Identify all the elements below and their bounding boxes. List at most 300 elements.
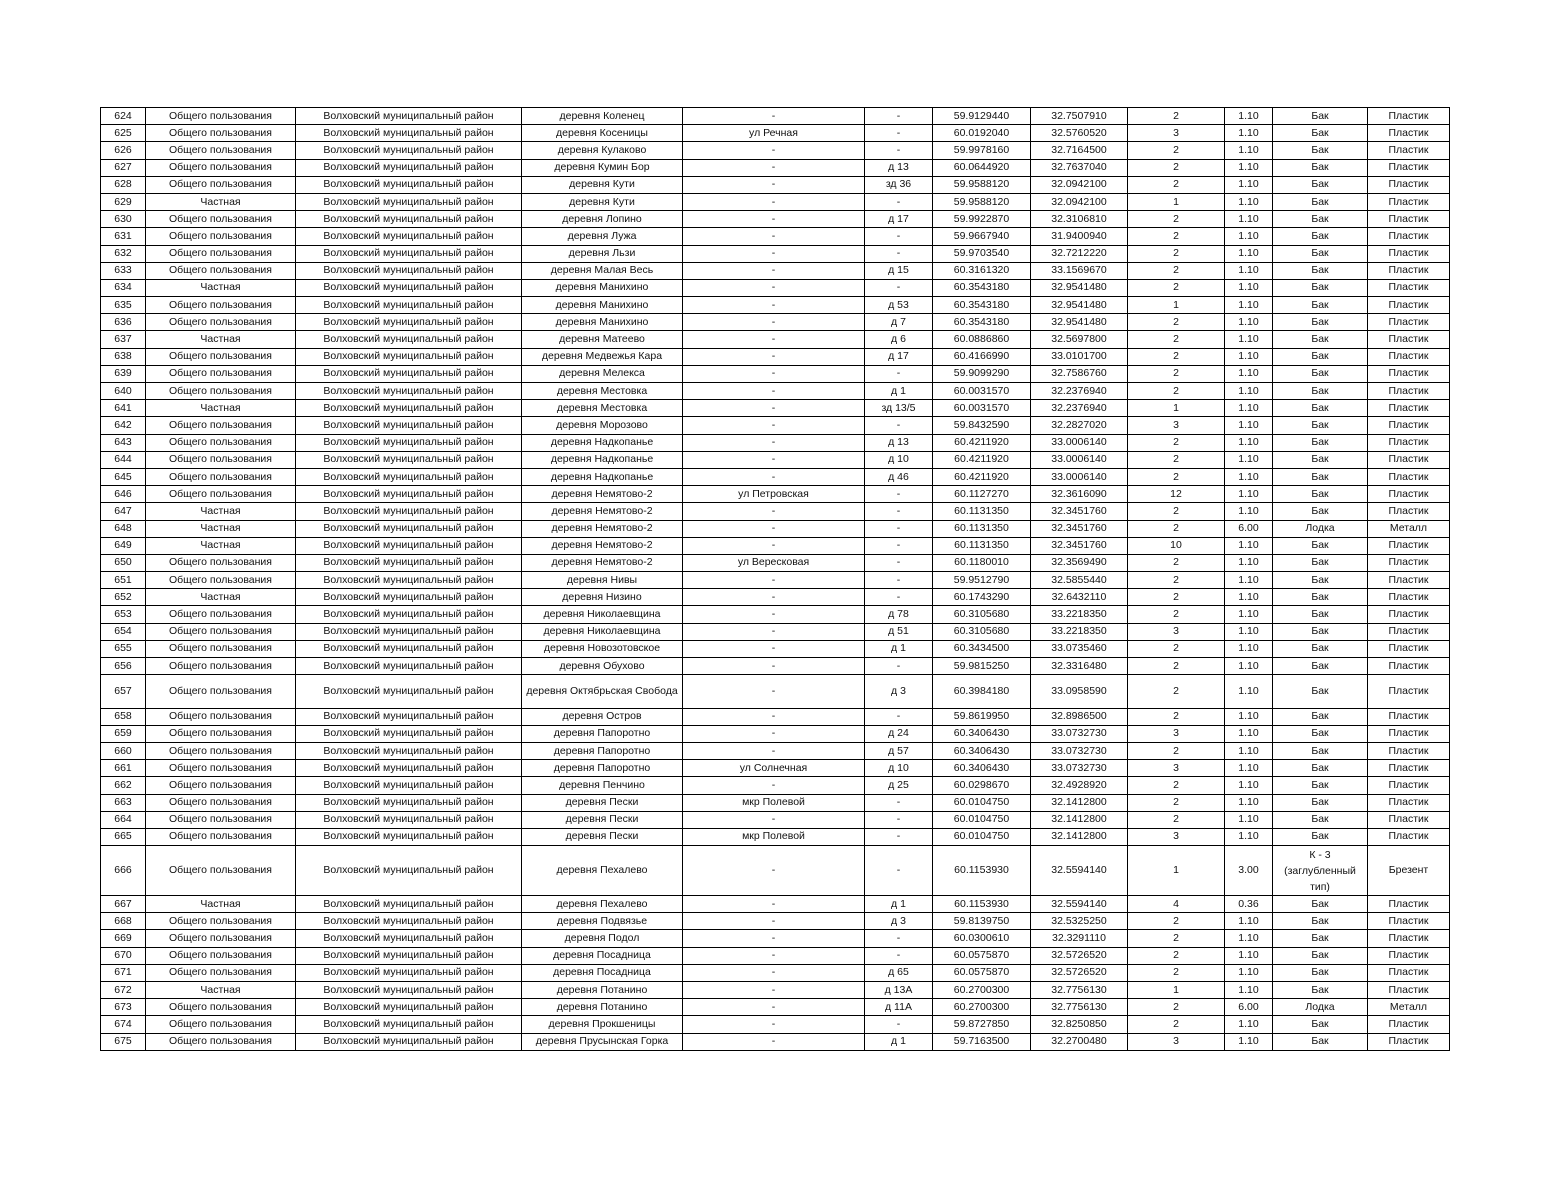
cell-ownership-type: Частная bbox=[146, 589, 296, 606]
cell-street: - bbox=[683, 262, 865, 279]
cell-row-number: 670 bbox=[101, 947, 146, 964]
cell-container-volume: 1.10 bbox=[1225, 331, 1273, 348]
cell-house: д 24 bbox=[865, 725, 933, 742]
cell-container-volume: 1.10 bbox=[1225, 930, 1273, 947]
cell-district: Волховский муниципальный район bbox=[296, 451, 522, 468]
cell-house: д 10 bbox=[865, 760, 933, 777]
cell-house: д 6 bbox=[865, 331, 933, 348]
cell-container-volume: 1.10 bbox=[1225, 725, 1273, 742]
cell-house: д 1 bbox=[865, 383, 933, 400]
cell-longitude: 32.3291110 bbox=[1031, 930, 1128, 947]
cell-latitude: 59.8619950 bbox=[933, 708, 1031, 725]
cell-latitude: 60.1127270 bbox=[933, 486, 1031, 503]
cell-house: д 7 bbox=[865, 314, 933, 331]
cell-row-number: 671 bbox=[101, 964, 146, 981]
table-row bbox=[101, 964, 1450, 981]
cell-container-count: 2 bbox=[1128, 742, 1225, 759]
cell-house: - bbox=[865, 417, 933, 434]
cell-settlement: деревня Обухово bbox=[522, 658, 683, 675]
cell-container-count: 2 bbox=[1128, 520, 1225, 537]
cell-container-count: 2 bbox=[1128, 675, 1225, 708]
table-row bbox=[101, 606, 1450, 623]
cell-ownership-type: Общего пользования bbox=[146, 314, 296, 331]
cell-longitude: 32.5325250 bbox=[1031, 913, 1128, 930]
cell-longitude: 33.0006140 bbox=[1031, 468, 1128, 485]
cell-container-count: 3 bbox=[1128, 623, 1225, 640]
cell-container-material: Пластик bbox=[1368, 417, 1450, 434]
cell-container-volume: 1.10 bbox=[1225, 964, 1273, 981]
cell-container-type: Бак bbox=[1273, 554, 1368, 571]
cell-district: Волховский муниципальный район bbox=[296, 331, 522, 348]
cell-latitude: 60.0104750 bbox=[933, 794, 1031, 811]
cell-container-volume: 1.10 bbox=[1225, 623, 1273, 640]
cell-container-volume: 1.10 bbox=[1225, 193, 1273, 210]
cell-container-count: 2 bbox=[1128, 708, 1225, 725]
cell-container-volume: 1.10 bbox=[1225, 794, 1273, 811]
cell-street: - bbox=[683, 297, 865, 314]
cell-container-count: 2 bbox=[1128, 794, 1225, 811]
cell-container-material: Пластик bbox=[1368, 193, 1450, 210]
cell-container-count: 2 bbox=[1128, 331, 1225, 348]
cell-district: Волховский муниципальный район bbox=[296, 913, 522, 930]
cell-container-type: Бак bbox=[1273, 228, 1368, 245]
cell-district: Волховский муниципальный район bbox=[296, 794, 522, 811]
cell-latitude: 60.3543180 bbox=[933, 297, 1031, 314]
cell-container-type: Бак bbox=[1273, 262, 1368, 279]
cell-longitude: 32.5697800 bbox=[1031, 331, 1128, 348]
cell-container-count: 2 bbox=[1128, 947, 1225, 964]
cell-row-number: 661 bbox=[101, 760, 146, 777]
cell-container-material: Пластик bbox=[1368, 811, 1450, 828]
cell-container-volume: 1.10 bbox=[1225, 1033, 1273, 1050]
cell-container-count: 3 bbox=[1128, 828, 1225, 845]
cell-longitude: 32.4928920 bbox=[1031, 777, 1128, 794]
cell-district: Волховский муниципальный район bbox=[296, 383, 522, 400]
cell-district: Волховский муниципальный район bbox=[296, 725, 522, 742]
cell-row-number: 641 bbox=[101, 400, 146, 417]
cell-street: - bbox=[683, 589, 865, 606]
cell-latitude: 59.8432590 bbox=[933, 417, 1031, 434]
cell-latitude: 60.0575870 bbox=[933, 947, 1031, 964]
cell-container-count: 4 bbox=[1128, 896, 1225, 913]
cell-district: Волховский муниципальный район bbox=[296, 777, 522, 794]
cell-street: - bbox=[683, 777, 865, 794]
cell-container-count: 2 bbox=[1128, 811, 1225, 828]
cell-house: д 13 bbox=[865, 159, 933, 176]
table-row bbox=[101, 794, 1450, 811]
cell-house: д 13А bbox=[865, 982, 933, 999]
table-row bbox=[101, 640, 1450, 657]
cell-settlement: деревня Надкопанье bbox=[522, 451, 683, 468]
cell-settlement: деревня Подол bbox=[522, 930, 683, 947]
cell-settlement: деревня Манихино bbox=[522, 297, 683, 314]
table-row bbox=[101, 262, 1450, 279]
cell-container-volume: 1.10 bbox=[1225, 108, 1273, 125]
cell-container-material: Пластик bbox=[1368, 125, 1450, 142]
cell-district: Волховский муниципальный район bbox=[296, 228, 522, 245]
cell-container-material: Пластик bbox=[1368, 623, 1450, 640]
cell-container-type: Бак bbox=[1273, 279, 1368, 296]
cell-house: - bbox=[865, 537, 933, 554]
cell-container-type: Бак bbox=[1273, 760, 1368, 777]
cell-street: мкр Полевой bbox=[683, 794, 865, 811]
cell-latitude: 60.3406430 bbox=[933, 760, 1031, 777]
cell-ownership-type: Общего пользования bbox=[146, 1016, 296, 1033]
cell-longitude: 33.0732730 bbox=[1031, 725, 1128, 742]
cell-house: - bbox=[865, 572, 933, 589]
table-body bbox=[101, 108, 1450, 1051]
cell-district: Волховский муниципальный район bbox=[296, 964, 522, 981]
cell-container-type: Бак bbox=[1273, 623, 1368, 640]
cell-ownership-type: Общего пользования bbox=[146, 725, 296, 742]
cell-district: Волховский муниципальный район bbox=[296, 142, 522, 159]
table-row bbox=[101, 742, 1450, 759]
table-row bbox=[101, 1016, 1450, 1033]
cell-longitude: 33.1569670 bbox=[1031, 262, 1128, 279]
cell-container-material: Металл bbox=[1368, 520, 1450, 537]
cell-container-material: Пластик bbox=[1368, 108, 1450, 125]
cell-ownership-type: Общего пользования bbox=[146, 623, 296, 640]
cell-ownership-type: Частная bbox=[146, 331, 296, 348]
cell-container-material: Пластик bbox=[1368, 640, 1450, 657]
cell-house: - bbox=[865, 228, 933, 245]
cell-container-material: Пластик bbox=[1368, 913, 1450, 930]
cell-container-count: 2 bbox=[1128, 108, 1225, 125]
cell-longitude: 32.1412800 bbox=[1031, 811, 1128, 828]
cell-street: - bbox=[683, 348, 865, 365]
cell-latitude: 60.3434500 bbox=[933, 640, 1031, 657]
table-row bbox=[101, 930, 1450, 947]
cell-container-volume: 1.10 bbox=[1225, 297, 1273, 314]
cell-container-material: Пластик bbox=[1368, 262, 1450, 279]
cell-district: Волховский муниципальный район bbox=[296, 828, 522, 845]
table-row bbox=[101, 125, 1450, 142]
cell-container-type: К - 3 (заглубленный тип) bbox=[1273, 846, 1368, 896]
cell-row-number: 660 bbox=[101, 742, 146, 759]
cell-district: Волховский муниципальный район bbox=[296, 262, 522, 279]
cell-container-type: Бак bbox=[1273, 348, 1368, 365]
cell-longitude: 32.8986500 bbox=[1031, 708, 1128, 725]
cell-latitude: 60.4211920 bbox=[933, 468, 1031, 485]
table-row bbox=[101, 486, 1450, 503]
cell-ownership-type: Общего пользования bbox=[146, 383, 296, 400]
cell-container-type: Бак bbox=[1273, 314, 1368, 331]
cell-container-type: Бак bbox=[1273, 964, 1368, 981]
cell-container-type: Бак bbox=[1273, 331, 1368, 348]
cell-latitude: 60.0104750 bbox=[933, 828, 1031, 845]
cell-house: зд 13/5 bbox=[865, 400, 933, 417]
cell-ownership-type: Частная bbox=[146, 400, 296, 417]
cell-house: - bbox=[865, 794, 933, 811]
table-row bbox=[101, 211, 1450, 228]
cell-container-material: Пластик bbox=[1368, 486, 1450, 503]
cell-latitude: 60.0644920 bbox=[933, 159, 1031, 176]
cell-latitude: 60.0886860 bbox=[933, 331, 1031, 348]
cell-house: - bbox=[865, 947, 933, 964]
cell-container-volume: 1.10 bbox=[1225, 279, 1273, 296]
cell-house: - bbox=[865, 520, 933, 537]
cell-ownership-type: Общего пользования bbox=[146, 159, 296, 176]
cell-latitude: 60.0300610 bbox=[933, 930, 1031, 947]
cell-container-type: Бак bbox=[1273, 708, 1368, 725]
cell-row-number: 638 bbox=[101, 348, 146, 365]
cell-settlement: деревня Манихино bbox=[522, 314, 683, 331]
cell-row-number: 639 bbox=[101, 365, 146, 382]
cell-container-material: Пластик bbox=[1368, 451, 1450, 468]
cell-container-material: Пластик bbox=[1368, 211, 1450, 228]
cell-district: Волховский муниципальный район bbox=[296, 930, 522, 947]
cell-container-count: 2 bbox=[1128, 434, 1225, 451]
cell-settlement: деревня Посадница bbox=[522, 947, 683, 964]
cell-container-material: Пластик bbox=[1368, 142, 1450, 159]
cell-latitude: 59.9588120 bbox=[933, 193, 1031, 210]
cell-container-volume: 1.10 bbox=[1225, 675, 1273, 708]
cell-container-count: 2 bbox=[1128, 314, 1225, 331]
cell-container-type: Бак bbox=[1273, 811, 1368, 828]
cell-ownership-type: Общего пользования bbox=[146, 572, 296, 589]
cell-settlement: деревня Коленец bbox=[522, 108, 683, 125]
cell-container-type: Лодка bbox=[1273, 999, 1368, 1016]
cell-row-number: 647 bbox=[101, 503, 146, 520]
cell-house: - bbox=[865, 828, 933, 845]
table-row bbox=[101, 451, 1450, 468]
cell-container-volume: 1.10 bbox=[1225, 383, 1273, 400]
cell-container-type: Бак bbox=[1273, 245, 1368, 262]
cell-container-count: 2 bbox=[1128, 1016, 1225, 1033]
cell-longitude: 33.0732730 bbox=[1031, 742, 1128, 759]
table-row bbox=[101, 811, 1450, 828]
cell-house: - bbox=[865, 930, 933, 947]
cell-container-volume: 1.10 bbox=[1225, 777, 1273, 794]
cell-street: - bbox=[683, 520, 865, 537]
cell-settlement: деревня Пехалево bbox=[522, 896, 683, 913]
cell-row-number: 652 bbox=[101, 589, 146, 606]
cell-container-type: Бак bbox=[1273, 365, 1368, 382]
cell-longitude: 33.0101700 bbox=[1031, 348, 1128, 365]
cell-district: Волховский муниципальный район bbox=[296, 640, 522, 657]
cell-settlement: деревня Пески bbox=[522, 794, 683, 811]
cell-district: Волховский муниципальный район bbox=[296, 589, 522, 606]
cell-latitude: 60.1153930 bbox=[933, 896, 1031, 913]
cell-house: - bbox=[865, 658, 933, 675]
cell-street: - bbox=[683, 159, 865, 176]
cell-longitude: 32.1412800 bbox=[1031, 794, 1128, 811]
table-row bbox=[101, 572, 1450, 589]
table-row bbox=[101, 159, 1450, 176]
cell-row-number: 665 bbox=[101, 828, 146, 845]
cell-container-count: 2 bbox=[1128, 640, 1225, 657]
cell-container-material: Пластик bbox=[1368, 245, 1450, 262]
cell-container-volume: 1.10 bbox=[1225, 572, 1273, 589]
cell-container-volume: 0.36 bbox=[1225, 896, 1273, 913]
cell-settlement: деревня Немятово-2 bbox=[522, 503, 683, 520]
cell-district: Волховский муниципальный район bbox=[296, 297, 522, 314]
cell-container-material: Пластик bbox=[1368, 708, 1450, 725]
cell-longitude: 32.3451760 bbox=[1031, 520, 1128, 537]
cell-street: - bbox=[683, 964, 865, 981]
cell-ownership-type: Общего пользования bbox=[146, 777, 296, 794]
cell-container-material: Пластик bbox=[1368, 964, 1450, 981]
cell-street: ул Солнечная bbox=[683, 760, 865, 777]
cell-container-type: Бак bbox=[1273, 193, 1368, 210]
cell-house: д 10 bbox=[865, 451, 933, 468]
cell-ownership-type: Общего пользования bbox=[146, 913, 296, 930]
cell-district: Волховский муниципальный район bbox=[296, 606, 522, 623]
cell-ownership-type: Общего пользования bbox=[146, 262, 296, 279]
cell-container-volume: 1.10 bbox=[1225, 159, 1273, 176]
cell-settlement: деревня Кумин Бор bbox=[522, 159, 683, 176]
cell-container-material: Пластик bbox=[1368, 982, 1450, 999]
cell-house: - bbox=[865, 108, 933, 125]
cell-house: д 11А bbox=[865, 999, 933, 1016]
cell-container-count: 3 bbox=[1128, 417, 1225, 434]
cell-container-type: Бак bbox=[1273, 125, 1368, 142]
cell-row-number: 626 bbox=[101, 142, 146, 159]
cell-settlement: деревня Местовка bbox=[522, 400, 683, 417]
cell-district: Волховский муниципальный район bbox=[296, 623, 522, 640]
cell-row-number: 657 bbox=[101, 675, 146, 708]
table-row bbox=[101, 331, 1450, 348]
cell-ownership-type: Общего пользования bbox=[146, 434, 296, 451]
cell-container-material: Пластик bbox=[1368, 383, 1450, 400]
cell-row-number: 640 bbox=[101, 383, 146, 400]
cell-container-material: Пластик bbox=[1368, 176, 1450, 193]
cell-container-type: Лодка bbox=[1273, 520, 1368, 537]
cell-ownership-type: Общего пользования bbox=[146, 297, 296, 314]
table-row bbox=[101, 896, 1450, 913]
table-row bbox=[101, 468, 1450, 485]
cell-ownership-type: Общего пользования bbox=[146, 794, 296, 811]
cell-district: Волховский муниципальный район bbox=[296, 554, 522, 571]
cell-house: - bbox=[865, 486, 933, 503]
cell-container-material: Пластик bbox=[1368, 279, 1450, 296]
cell-container-volume: 1.10 bbox=[1225, 606, 1273, 623]
cell-latitude: 60.2700300 bbox=[933, 982, 1031, 999]
cell-container-material: Пластик bbox=[1368, 794, 1450, 811]
cell-longitude: 32.7212220 bbox=[1031, 245, 1128, 262]
cell-longitude: 32.7756130 bbox=[1031, 982, 1128, 999]
cell-district: Волховский муниципальный район bbox=[296, 708, 522, 725]
cell-ownership-type: Частная bbox=[146, 279, 296, 296]
cell-settlement: деревня Прусынская Горка bbox=[522, 1033, 683, 1050]
cell-street: - bbox=[683, 742, 865, 759]
cell-latitude: 59.9667940 bbox=[933, 228, 1031, 245]
cell-container-type: Бак bbox=[1273, 417, 1368, 434]
cell-settlement: деревня Пески bbox=[522, 828, 683, 845]
cell-street: - bbox=[683, 365, 865, 382]
cell-latitude: 60.1743290 bbox=[933, 589, 1031, 606]
table-row bbox=[101, 999, 1450, 1016]
cell-container-count: 3 bbox=[1128, 1033, 1225, 1050]
cell-settlement: деревня Николаевщина bbox=[522, 606, 683, 623]
cell-settlement: деревня Пехалево bbox=[522, 846, 683, 896]
cell-container-type: Бак bbox=[1273, 640, 1368, 657]
cell-ownership-type: Общего пользования bbox=[146, 554, 296, 571]
cell-container-volume: 1.10 bbox=[1225, 982, 1273, 999]
cell-street: - bbox=[683, 383, 865, 400]
cell-settlement: деревня Низино bbox=[522, 589, 683, 606]
cell-container-volume: 1.10 bbox=[1225, 365, 1273, 382]
cell-settlement: деревня Николаевщина bbox=[522, 623, 683, 640]
container-sites-table bbox=[100, 107, 1450, 1051]
cell-ownership-type: Частная bbox=[146, 896, 296, 913]
table-row bbox=[101, 365, 1450, 382]
cell-container-count: 3 bbox=[1128, 725, 1225, 742]
cell-latitude: 60.0298670 bbox=[933, 777, 1031, 794]
cell-container-count: 2 bbox=[1128, 142, 1225, 159]
cell-container-volume: 1.10 bbox=[1225, 245, 1273, 262]
cell-house: д 13 bbox=[865, 434, 933, 451]
cell-latitude: 59.8139750 bbox=[933, 913, 1031, 930]
table-row bbox=[101, 503, 1450, 520]
cell-container-volume: 1.10 bbox=[1225, 125, 1273, 142]
cell-ownership-type: Общего пользования bbox=[146, 348, 296, 365]
cell-container-volume: 1.10 bbox=[1225, 742, 1273, 759]
cell-container-type: Бак bbox=[1273, 1016, 1368, 1033]
table-row bbox=[101, 1033, 1450, 1050]
cell-longitude: 32.0942100 bbox=[1031, 193, 1128, 210]
cell-district: Волховский муниципальный район bbox=[296, 108, 522, 125]
cell-latitude: 60.4211920 bbox=[933, 451, 1031, 468]
cell-container-material: Пластик bbox=[1368, 348, 1450, 365]
cell-district: Волховский муниципальный район bbox=[296, 193, 522, 210]
cell-ownership-type: Общего пользования bbox=[146, 640, 296, 657]
cell-container-volume: 1.10 bbox=[1225, 417, 1273, 434]
cell-latitude: 60.3543180 bbox=[933, 279, 1031, 296]
cell-container-material: Пластик bbox=[1368, 159, 1450, 176]
cell-ownership-type: Частная bbox=[146, 503, 296, 520]
cell-district: Волховский муниципальный район bbox=[296, 947, 522, 964]
cell-longitude: 32.2827020 bbox=[1031, 417, 1128, 434]
cell-settlement: деревня Пенчино bbox=[522, 777, 683, 794]
cell-longitude: 32.9541480 bbox=[1031, 279, 1128, 296]
cell-street: - bbox=[683, 675, 865, 708]
cell-container-type: Бак bbox=[1273, 896, 1368, 913]
cell-house: - bbox=[865, 279, 933, 296]
cell-district: Волховский муниципальный район bbox=[296, 896, 522, 913]
cell-container-material: Пластик bbox=[1368, 1033, 1450, 1050]
cell-container-count: 2 bbox=[1128, 572, 1225, 589]
table-row bbox=[101, 623, 1450, 640]
cell-longitude: 32.2376940 bbox=[1031, 383, 1128, 400]
cell-settlement: деревня Морозово bbox=[522, 417, 683, 434]
cell-district: Волховский муниципальный район bbox=[296, 1016, 522, 1033]
cell-container-material: Пластик bbox=[1368, 896, 1450, 913]
cell-street: - bbox=[683, 947, 865, 964]
cell-container-type: Бак bbox=[1273, 675, 1368, 708]
cell-container-volume: 1.10 bbox=[1225, 828, 1273, 845]
cell-house: д 1 bbox=[865, 1033, 933, 1050]
cell-latitude: 60.1131350 bbox=[933, 520, 1031, 537]
cell-row-number: 658 bbox=[101, 708, 146, 725]
cell-container-type: Бак bbox=[1273, 400, 1368, 417]
cell-house: - bbox=[865, 193, 933, 210]
cell-latitude: 60.3984180 bbox=[933, 675, 1031, 708]
cell-settlement: деревня Посадница bbox=[522, 964, 683, 981]
cell-street: - bbox=[683, 176, 865, 193]
cell-house: д 46 bbox=[865, 468, 933, 485]
table-row bbox=[101, 675, 1450, 708]
cell-street: - bbox=[683, 314, 865, 331]
cell-street: - bbox=[683, 658, 865, 675]
cell-container-volume: 1.10 bbox=[1225, 658, 1273, 675]
cell-container-count: 2 bbox=[1128, 365, 1225, 382]
cell-district: Волховский муниципальный район bbox=[296, 999, 522, 1016]
cell-district: Волховский муниципальный район bbox=[296, 314, 522, 331]
cell-row-number: 667 bbox=[101, 896, 146, 913]
cell-district: Волховский муниципальный район bbox=[296, 468, 522, 485]
cell-container-material: Пластик bbox=[1368, 725, 1450, 742]
